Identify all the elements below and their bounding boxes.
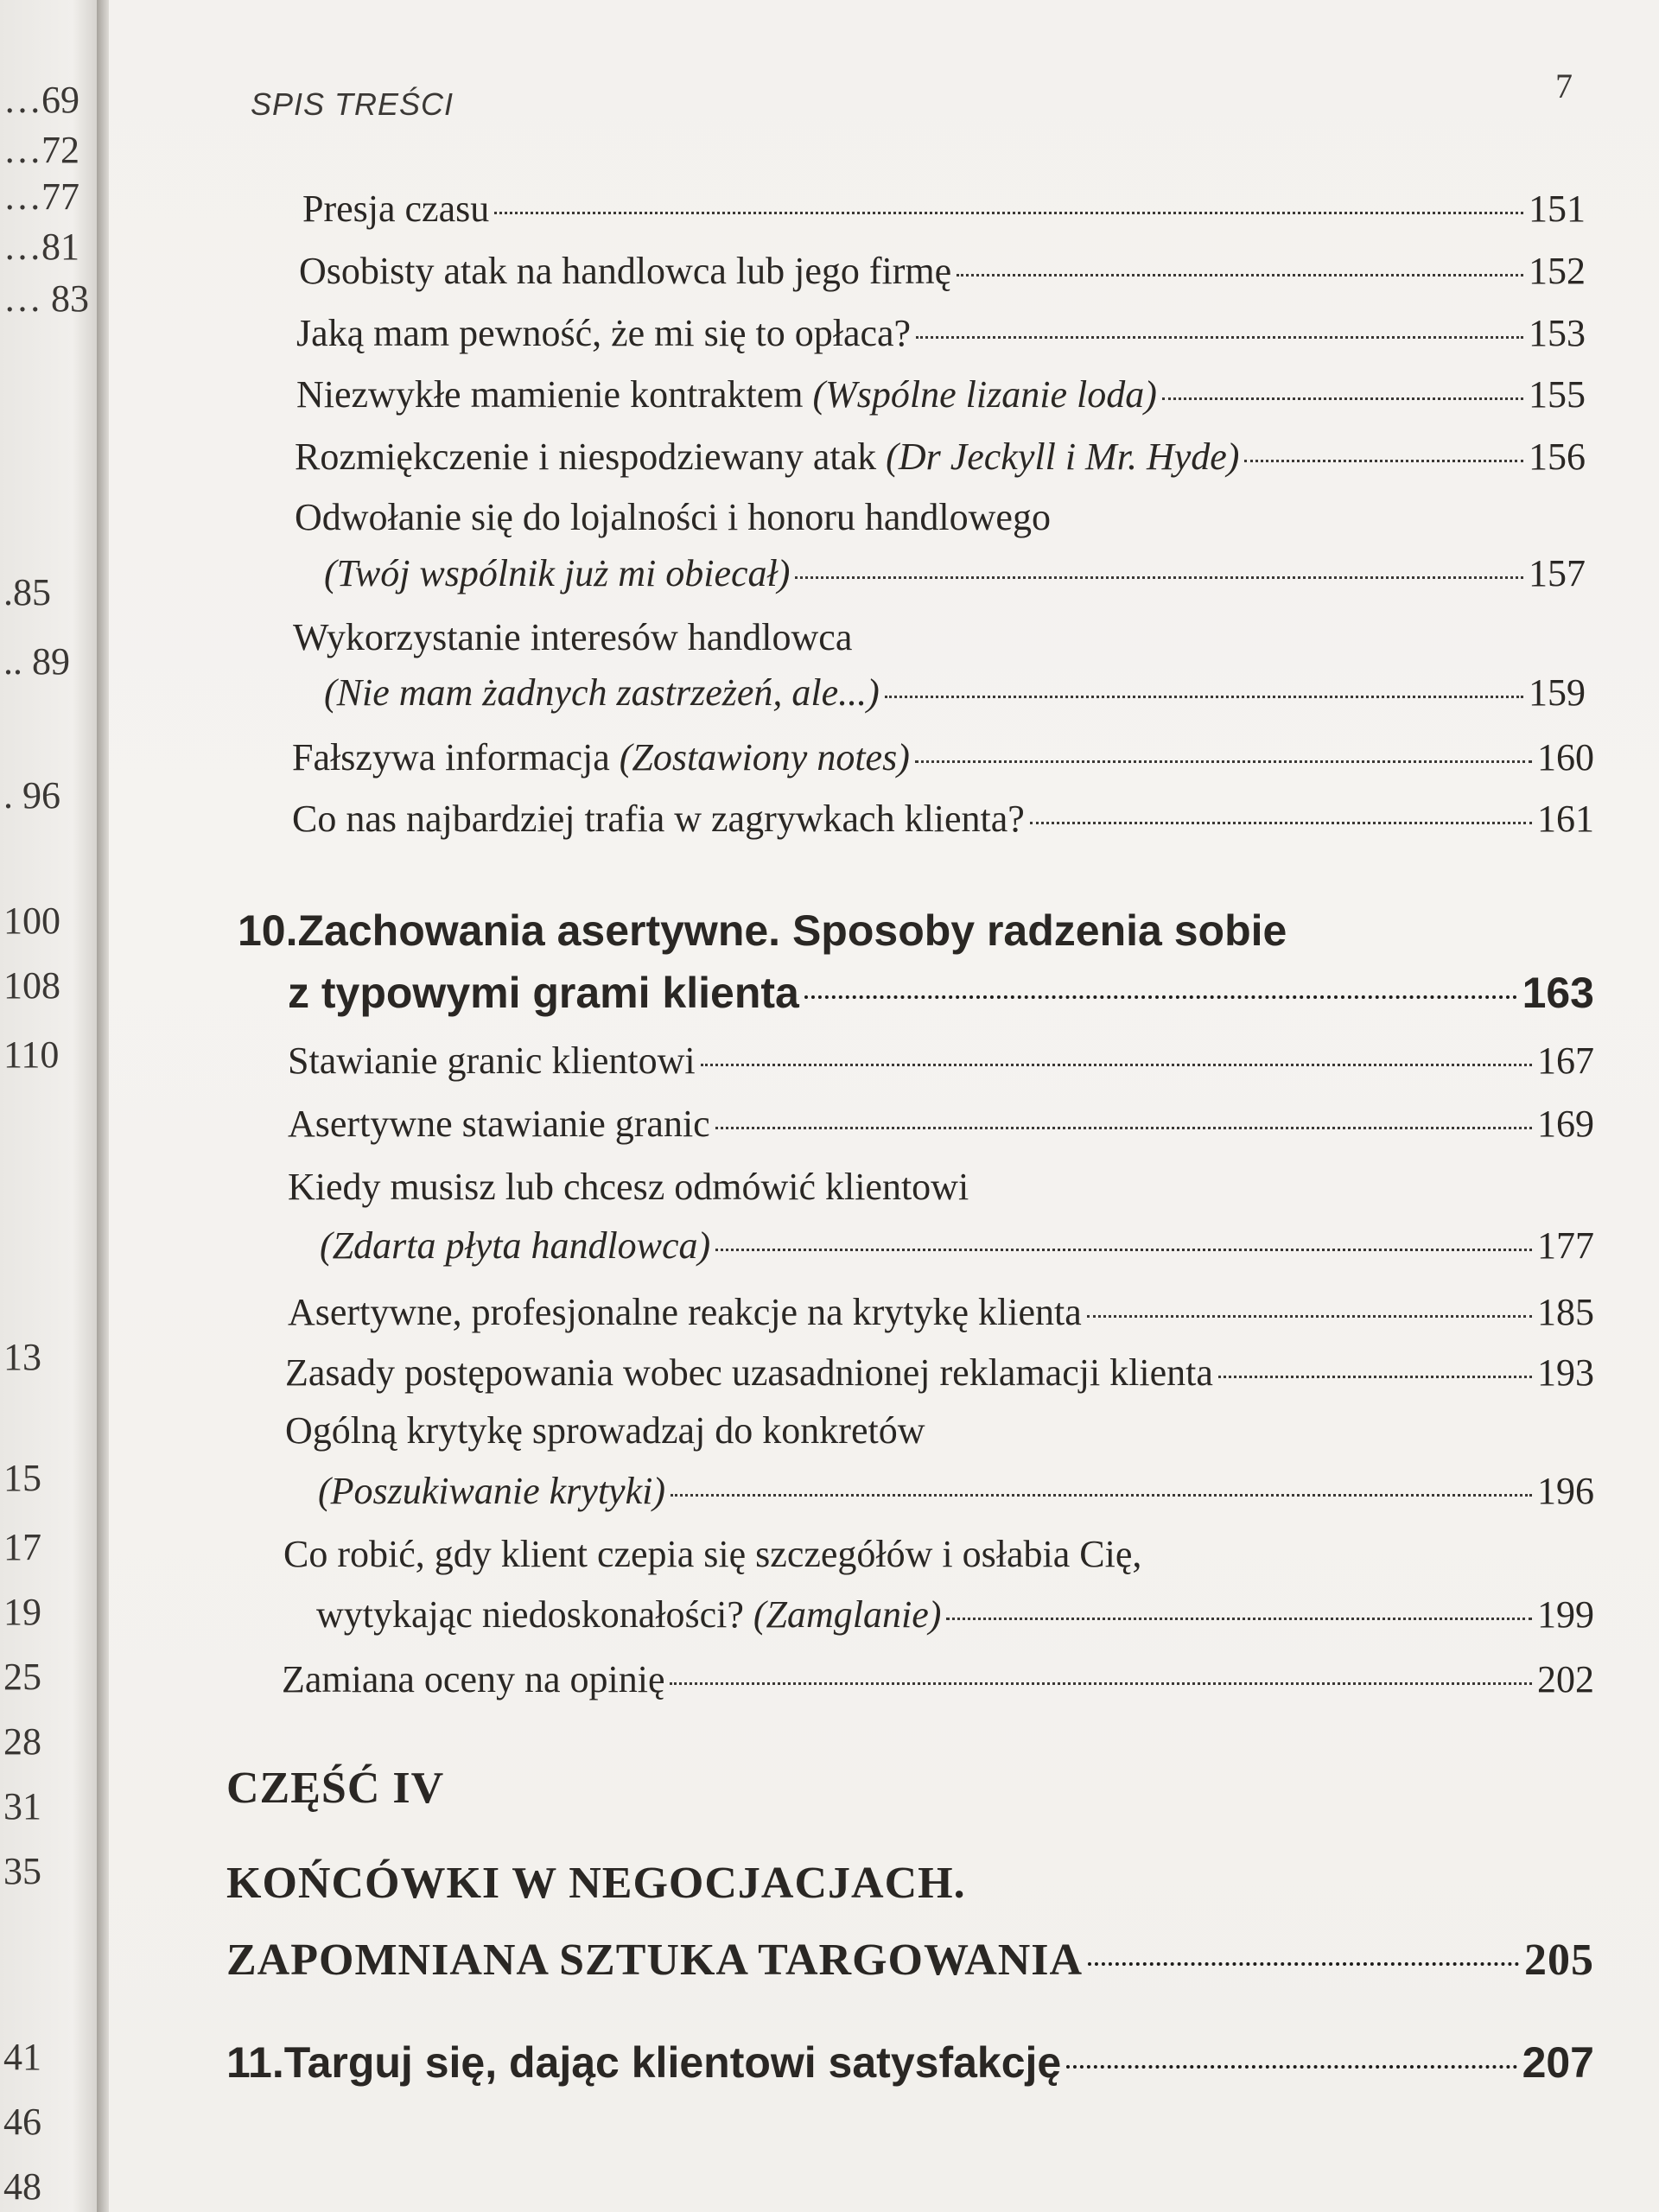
part-title: KOŃCÓWKI W NEGOCJACJACH.	[226, 1859, 966, 1908]
leader-dots	[1030, 822, 1532, 824]
margin-number: 48	[3, 2165, 41, 2208]
toc-entry	[320, 1225, 1594, 1267]
entry-title: Co nas najbardziej trafia w zagrywkach klienta?	[292, 798, 1025, 840]
entry-page: 159	[1529, 671, 1586, 714]
margin-number: 108	[3, 964, 60, 1007]
part-label: CZĘŚĆ IV	[226, 1764, 445, 1813]
entry-subtitle: (Poszukiwanie krytyki)	[318, 1470, 665, 1512]
toc-entry	[288, 1292, 1594, 1333]
leader-dots	[494, 212, 1523, 214]
entry-title: Osobisty atak na handlowca lub jego firmę	[299, 250, 952, 292]
running-header: SPIS TREŚCI	[251, 86, 454, 122]
entry-page: 156	[1529, 435, 1586, 478]
toc-entry	[296, 374, 1586, 416]
entry-title: Ogólną krytykę sprowadzaj do konkretów	[285, 1409, 925, 1452]
leader-dots	[915, 760, 1532, 763]
entry-page: 169	[1537, 1103, 1594, 1145]
entry-page: 207	[1522, 2038, 1594, 2087]
page-number: 7	[1555, 67, 1573, 105]
margin-number: 41	[3, 2036, 41, 2078]
leader-dots	[701, 1064, 1532, 1066]
margin-number: 25	[3, 1656, 41, 1698]
toc-entry	[226, 2039, 1594, 2087]
margin-number: .85	[3, 571, 51, 613]
toc-entry	[288, 1103, 1594, 1145]
leader-dots	[1088, 1962, 1519, 1966]
margin-number: .. 89	[3, 640, 70, 683]
toc-entry	[226, 1936, 1594, 1985]
entry-page: 160	[1537, 736, 1594, 779]
leader-dots	[1066, 2065, 1516, 2069]
chapter-number: 11.	[226, 2038, 284, 2087]
entry-page: 152	[1529, 250, 1586, 292]
entry-page: 202	[1537, 1658, 1594, 1700]
entry-title: Zamiana oceny na opinię	[282, 1658, 665, 1700]
leader-dots	[1087, 1315, 1532, 1318]
margin-number: 110	[3, 1033, 60, 1076]
margin-number: 15	[3, 1457, 41, 1499]
leader-dots	[1244, 460, 1523, 462]
entry-title: Zasady postępowania wobec uzasadnionej reklamacji klienta	[285, 1351, 1213, 1394]
leader-dots	[804, 995, 1517, 999]
margin-number: 13	[3, 1336, 41, 1378]
margin-number: …77	[3, 175, 79, 218]
margin-number: …69	[3, 79, 79, 121]
entry-page: 153	[1529, 312, 1586, 354]
entry-title: 11.Targuj się, dając klientowi satysfakcję	[226, 2038, 1062, 2087]
toc-entry	[288, 969, 1594, 1017]
entry-title: ZAPOMNIANA SZTUKA TARGOWANIA	[226, 1936, 1084, 1985]
toc-entry	[292, 798, 1594, 840]
margin-number: 28	[3, 1720, 41, 1763]
entry-page: 177	[1537, 1224, 1594, 1267]
entry-page: 185	[1537, 1291, 1594, 1333]
leader-dots	[916, 336, 1523, 339]
toc-entry	[316, 1594, 1594, 1636]
toc-entry	[324, 553, 1586, 594]
toc-entry	[296, 313, 1586, 354]
entry-subtitle: (Nie mam żadnych zastrzeżeń, ale...)	[324, 671, 880, 714]
leader-dots	[671, 1494, 1532, 1497]
entry-title: Odwołanie się do lojalności i honoru handlowego	[295, 496, 1051, 538]
entry-title: Fałszywa informacja (Zostawiony notes)	[292, 736, 910, 779]
entry-title: Wykorzystanie interesów handlowca	[293, 616, 853, 658]
leader-dots	[957, 274, 1523, 276]
entry-title: Niezwykłe mamienie kontraktem (Wspólne lizanie loda)	[296, 373, 1157, 416]
entry-page: 199	[1537, 1593, 1594, 1636]
leader-dots	[946, 1618, 1532, 1620]
toc-entry	[285, 1352, 1594, 1394]
margin-number: 100	[3, 899, 60, 942]
toc-entry	[318, 1471, 1594, 1512]
entry-title: Jaką mam pewność, że mi się to opłaca?	[296, 312, 912, 354]
margin-number: 46	[3, 2101, 41, 2143]
leader-dots	[795, 576, 1523, 579]
toc-entry	[324, 672, 1586, 714]
entry-title: Presja czasu	[302, 188, 490, 230]
entry-title: Co robić, gdy klient czepia się szczegółów i osłabia Cię,	[283, 1533, 1142, 1575]
entry-title: Asertywne, profesjonalne reakcje na krytykę klienta	[288, 1291, 1082, 1333]
margin-number: 35	[3, 1850, 41, 1892]
leader-dots	[885, 696, 1523, 698]
toc-entry	[292, 737, 1594, 779]
entry-page: 205	[1524, 1936, 1594, 1985]
margin-number: . 96	[3, 774, 60, 817]
toc-entry	[299, 251, 1586, 292]
leader-dots	[715, 1127, 1532, 1129]
leader-dots	[715, 1249, 1532, 1251]
leader-dots	[1162, 397, 1523, 400]
leader-dots	[670, 1682, 1532, 1685]
entry-title: z typowymi grami klienta	[288, 969, 799, 1017]
entry-subtitle: (Twój wspólnik już mi obiecał)	[324, 552, 791, 594]
entry-subtitle: wytykając niedoskonałości? (Zamglanie)	[316, 1593, 942, 1636]
margin-number: 17	[3, 1526, 41, 1568]
chapter-number: 10.	[238, 906, 298, 955]
entry-page: 193	[1537, 1351, 1594, 1394]
toc-entry	[282, 1659, 1594, 1700]
toc-entry	[302, 188, 1586, 230]
leader-dots	[1218, 1376, 1532, 1378]
entry-title: Kiedy musisz lub chcesz odmówić klientowi	[288, 1166, 969, 1208]
entry-subtitle: (Zdarta płyta handlowca)	[320, 1224, 711, 1267]
entry-title: Asertywne stawianie granic	[288, 1103, 710, 1145]
toc-entry	[295, 436, 1586, 478]
chapter-10-title: 10.Zachowania asertywne. Sposoby radzenia sobie	[238, 906, 1287, 955]
toc-entry	[288, 1040, 1594, 1082]
entry-page: 163	[1522, 969, 1594, 1017]
margin-number: …72	[3, 129, 79, 171]
margin-number: 31	[3, 1785, 41, 1827]
entry-page: 161	[1537, 798, 1594, 840]
entry-page: 151	[1529, 188, 1586, 230]
entry-page: 155	[1529, 373, 1586, 416]
entry-title: Stawianie granic klientowi	[288, 1039, 696, 1082]
entry-title: Rozmiękczenie i niespodziewany atak (Dr Jeckyll i Mr. Hyde)	[295, 435, 1240, 478]
margin-number: … 83	[3, 277, 89, 320]
margin-number: 19	[3, 1591, 41, 1633]
margin-number: …81	[3, 226, 79, 268]
entry-page: 167	[1537, 1039, 1594, 1082]
entry-page: 157	[1529, 552, 1586, 594]
entry-page: 196	[1537, 1470, 1594, 1512]
